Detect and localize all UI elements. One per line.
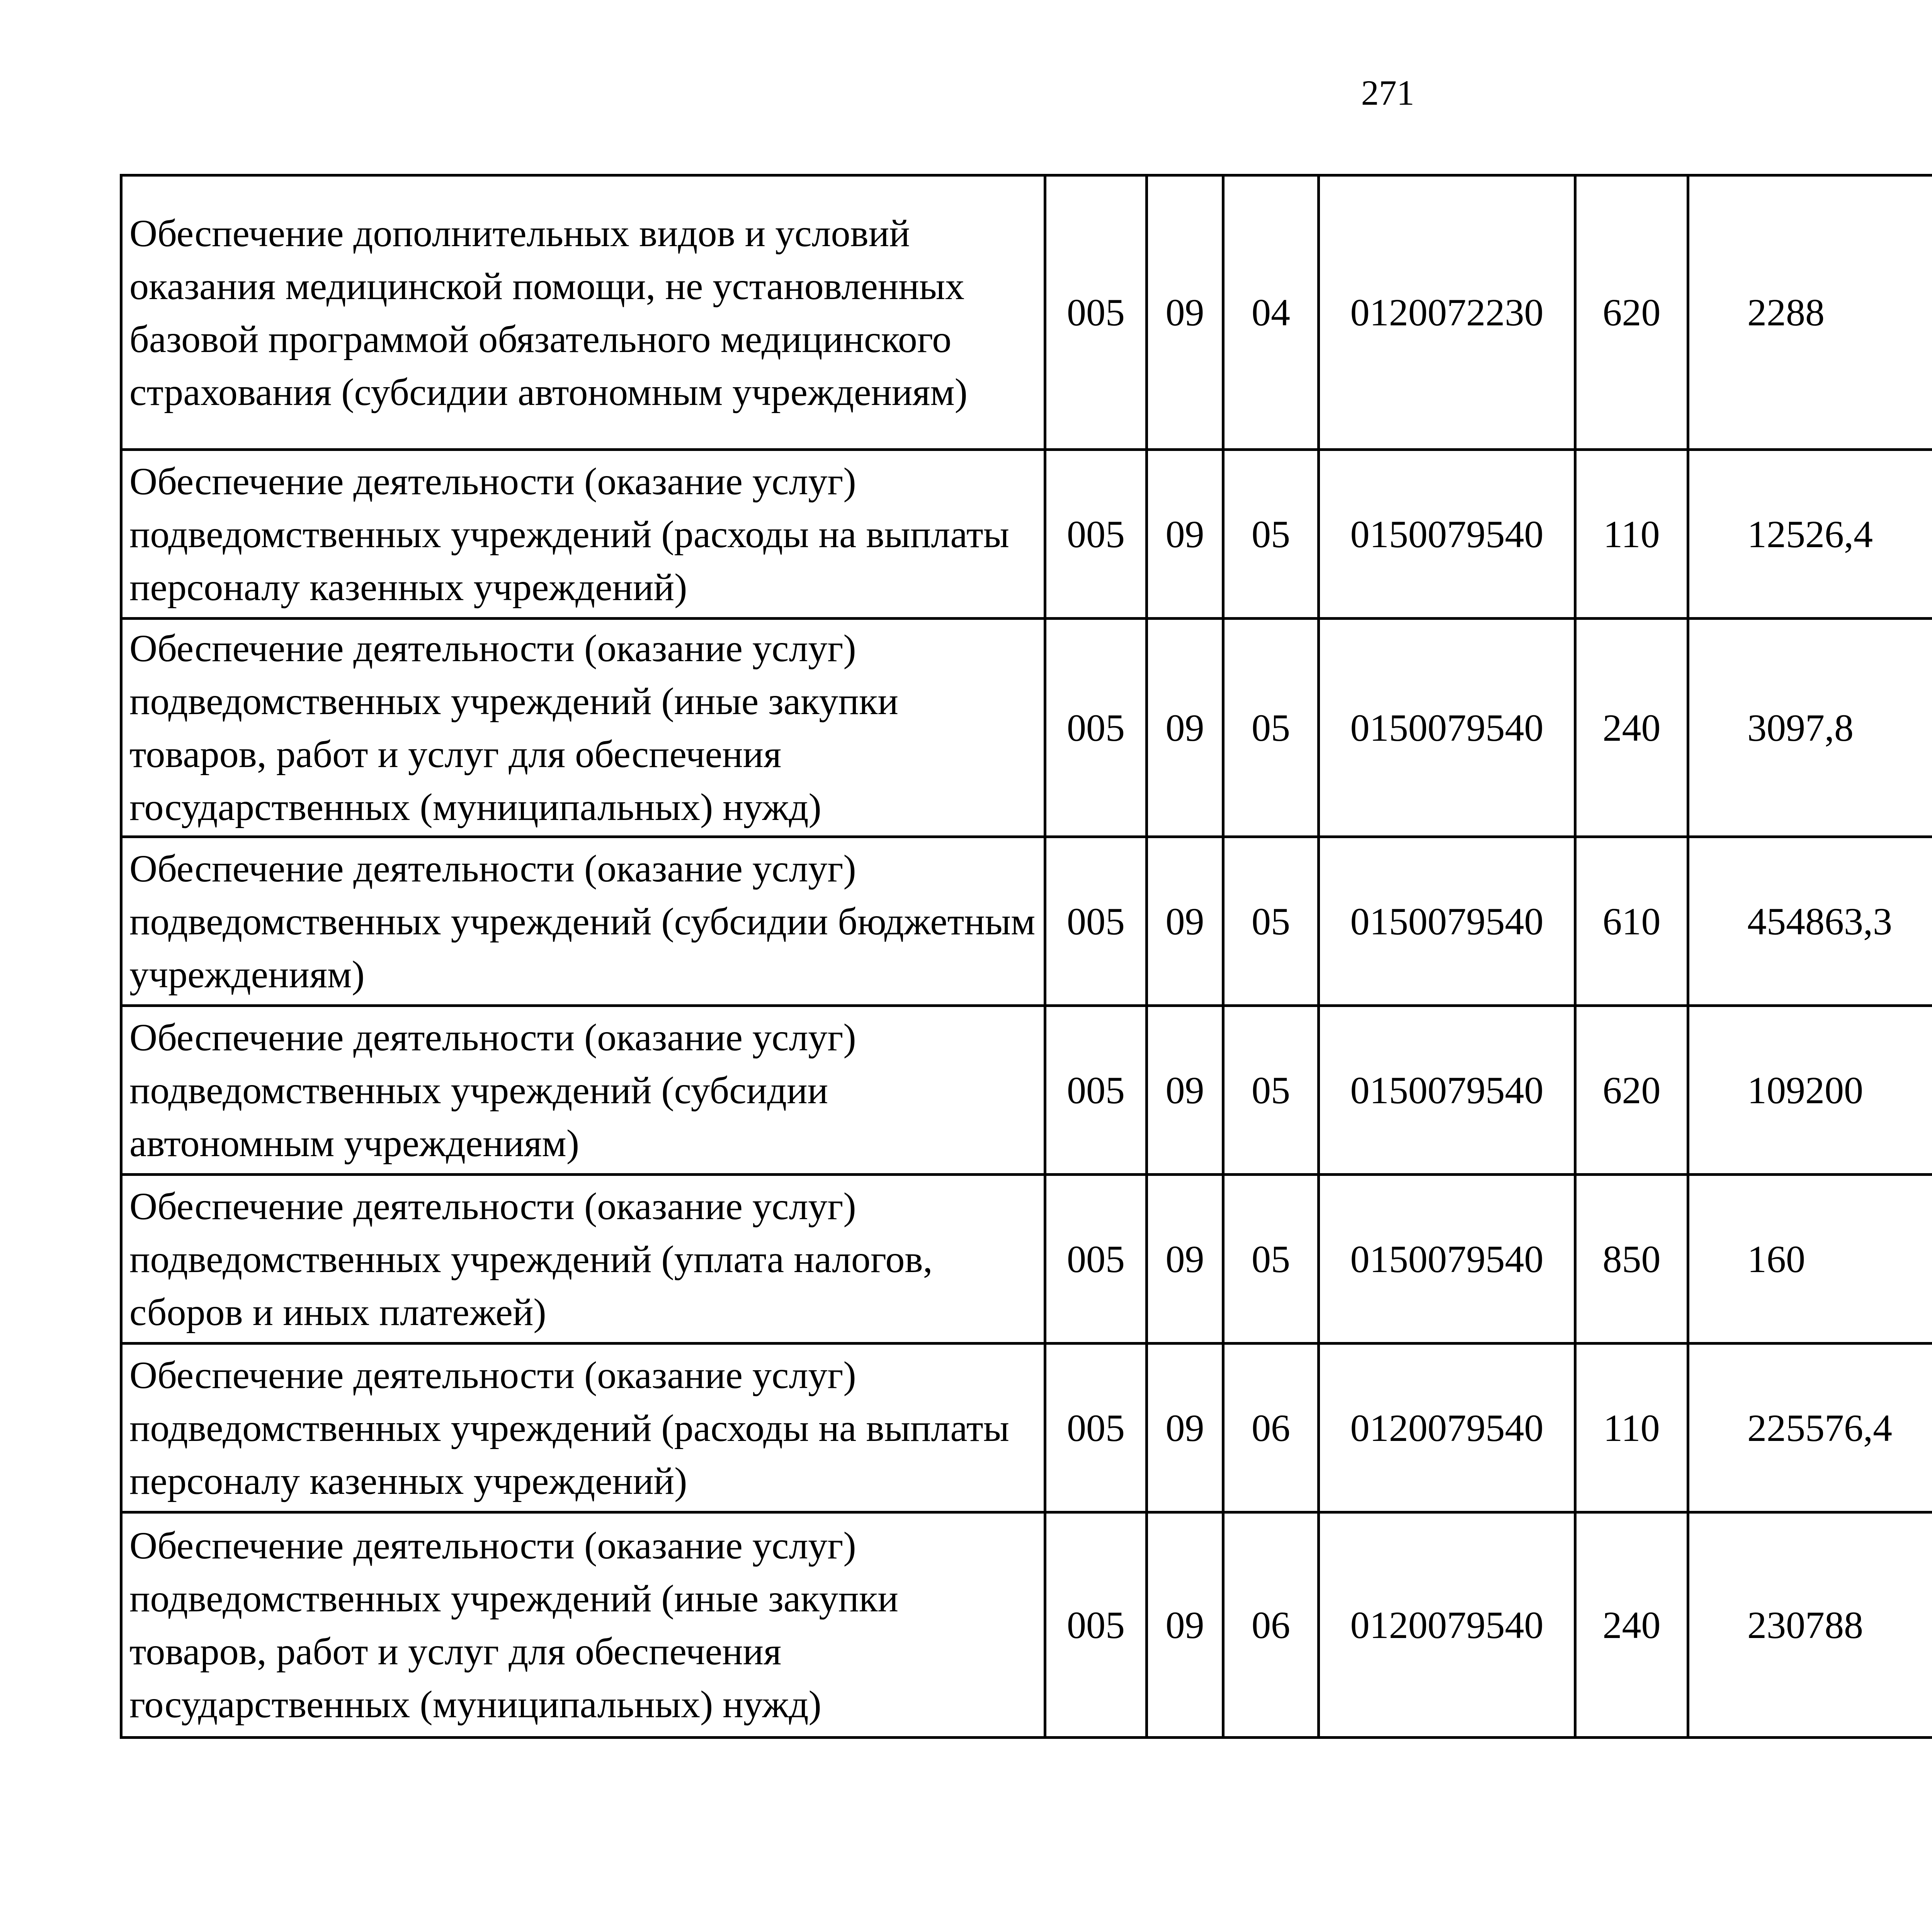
expense-type-cell: 110 — [1575, 450, 1688, 619]
section-cell: 09 — [1147, 1344, 1223, 1512]
subsection-cell: 05 — [1223, 619, 1319, 837]
subsection-cell: 04 — [1223, 175, 1319, 450]
description-cell: Обеспечение деятельности (оказание услуг) подведомственных учреждений (иные закупки товаров, работ и услуг для обеспечения государственных (муниципальных) нужд) — [121, 619, 1045, 837]
description-cell: Обеспечение деятельности (оказание услуг) подведомственных учреждений (уплата налогов, сборов и иных платежей) — [121, 1175, 1045, 1344]
subsection-cell: 06 — [1223, 1344, 1319, 1512]
description-cell: Обеспечение дополнительных видов и условий оказания медицинской помощи, не установленных базовой программой обязательного медицинского страхования (субсидии автономным учреждениям) — [121, 175, 1045, 450]
amount-year1-cell: 454863,3 — [1688, 837, 1932, 1006]
target-item-cell: 0150079540 — [1319, 450, 1575, 619]
description-cell: Обеспечение деятельности (оказание услуг) подведомственных учреждений (расходы на выплаты персоналу казенных учреждений) — [121, 1344, 1045, 1512]
description-cell: Обеспечение деятельности (оказание услуг) подведомственных учреждений (расходы на выплаты персоналу казенных учреждений) — [121, 450, 1045, 619]
target-item-cell: 0120079540 — [1319, 1344, 1575, 1512]
subsection-cell: 06 — [1223, 1512, 1319, 1738]
subsection-cell: 05 — [1223, 837, 1319, 1006]
ministry-cell: 005 — [1045, 1006, 1147, 1175]
table-row — [121, 1512, 1932, 1738]
ministry-cell: 005 — [1045, 1512, 1147, 1738]
amount-year1-cell: 109200 — [1688, 1006, 1932, 1175]
target-item-cell: 0120079540 — [1319, 1512, 1575, 1738]
expense-type-cell: 620 — [1575, 175, 1688, 450]
expense-type-cell: 240 — [1575, 1512, 1688, 1738]
table-row — [121, 1175, 1932, 1344]
amount-year1-cell: 3097,8 — [1688, 619, 1932, 837]
amount-year1-cell: 160 — [1688, 1175, 1932, 1344]
expense-type-cell: 110 — [1575, 1344, 1688, 1512]
ministry-cell: 005 — [1045, 1175, 1147, 1344]
description-cell: Обеспечение деятельности (оказание услуг) подведомственных учреждений (иные закупки товаров, работ и услуг для обеспечения государственных (муниципальных) нужд) — [121, 1512, 1045, 1738]
table-row — [121, 837, 1932, 1006]
table-row — [121, 450, 1932, 619]
section-cell: 09 — [1147, 1006, 1223, 1175]
subsection-cell: 05 — [1223, 450, 1319, 619]
section-cell: 09 — [1147, 1175, 1223, 1344]
subsection-cell: 05 — [1223, 1006, 1319, 1175]
section-cell: 09 — [1147, 450, 1223, 619]
amount-year1-cell: 225576,4 — [1688, 1344, 1932, 1512]
ministry-cell: 005 — [1045, 1344, 1147, 1512]
section-cell: 09 — [1147, 837, 1223, 1006]
expense-type-cell: 610 — [1575, 837, 1688, 1006]
amount-year1-cell: 2288 — [1688, 175, 1932, 450]
page-number: 271 — [1361, 73, 1415, 112]
budget-table — [120, 174, 1932, 1739]
amount-year1-cell: 230788 — [1688, 1512, 1932, 1738]
target-item-cell: 0150079540 — [1319, 1006, 1575, 1175]
table-row — [121, 1006, 1932, 1175]
target-item-cell: 0150079540 — [1319, 1175, 1575, 1344]
description-cell: Обеспечение деятельности (оказание услуг) подведомственных учреждений (субсидии бюджетным учреждениям) — [121, 837, 1045, 1006]
section-cell: 09 — [1147, 1512, 1223, 1738]
table-row — [121, 619, 1932, 837]
ministry-cell: 005 — [1045, 450, 1147, 619]
target-item-cell: 0120072230 — [1319, 175, 1575, 450]
section-cell: 09 — [1147, 619, 1223, 837]
expense-type-cell: 620 — [1575, 1006, 1688, 1175]
ministry-cell: 005 — [1045, 837, 1147, 1006]
section-cell: 09 — [1147, 175, 1223, 450]
table-row — [121, 1344, 1932, 1512]
expense-type-cell: 240 — [1575, 619, 1688, 837]
target-item-cell: 0150079540 — [1319, 837, 1575, 1006]
subsection-cell: 05 — [1223, 1175, 1319, 1344]
ministry-cell: 005 — [1045, 619, 1147, 837]
expense-type-cell: 850 — [1575, 1175, 1688, 1344]
description-cell: Обеспечение деятельности (оказание услуг) подведомственных учреждений (субсидии автономным учреждениям) — [121, 1006, 1045, 1175]
amount-year1-cell: 12526,4 — [1688, 450, 1932, 619]
table-row — [121, 175, 1932, 450]
target-item-cell: 0150079540 — [1319, 619, 1575, 837]
ministry-cell: 005 — [1045, 175, 1147, 450]
